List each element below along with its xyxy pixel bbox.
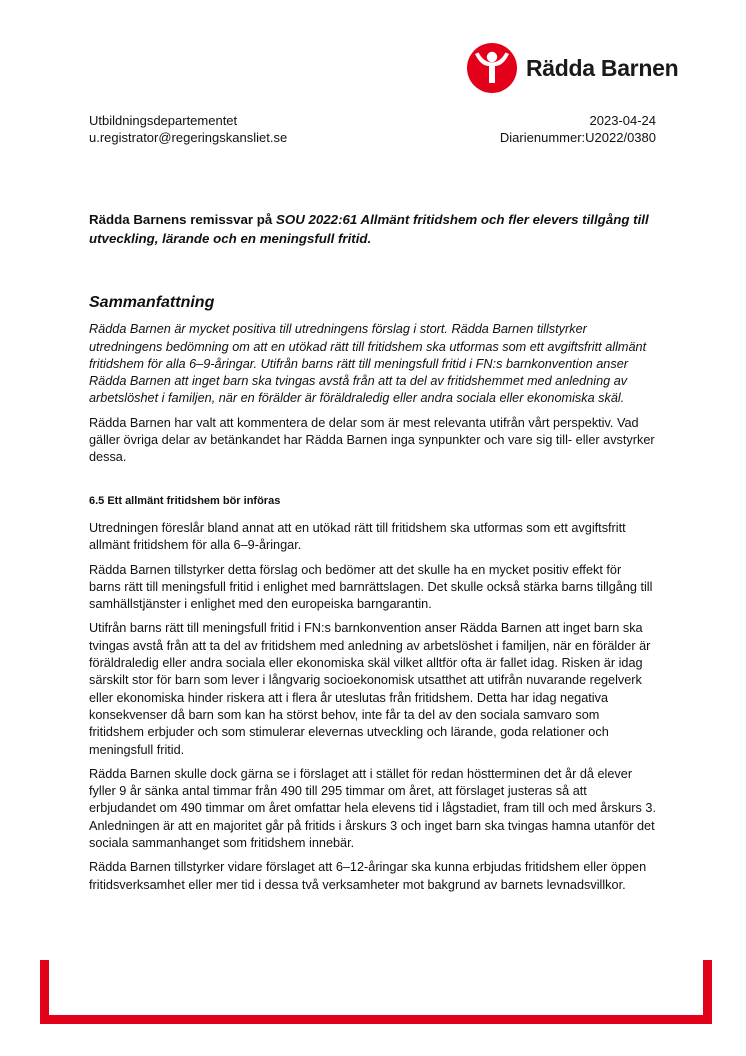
- document-meta: [500, 112, 656, 146]
- diary-number: Diarienummer:U2022/0380: [499, 130, 656, 145]
- section-paragraph: Utifrån barns rätt till meningsfull fritid i FN:s barnkonvention anser Rädda Barnen att inget barn ska tvingas avstå från att ta del av fritidshem med anledning av arbetslöshet i familjen, när en förälder är föräldraledig eller andra sociala eller ekonomiska skäl vilket alltför ofta är fallet idag. Risken är idag särskilt stor för barn som lever i långvarig socioekonomisk utsatthet att utifrån nuvarande regelverk eller ekonomiska hinder riskera att i flera år uteslutas från fritidshem. Detta har idag negativa konsekvenser då barn som kan ha störst behov, inte får ta del av den sociala samvaro som fritidshem erbjuder och som stimulerar elevernas utveckling och lärande, goda relationer och meningsfull fritid.: [89, 621, 651, 757]
- summary-heading: Sammanfattning: [89, 294, 215, 311]
- recipient-block: [89, 112, 287, 146]
- document-body: [89, 294, 656, 901]
- brand-name: Rädda Barnen: [526, 54, 679, 81]
- recipient-name: Utbildningsdepartementet: [89, 113, 238, 128]
- footer-frame-bottom-bar: [40, 1015, 712, 1024]
- title-prefix: Rädda Barnens remissvar på: [89, 212, 276, 227]
- section-paragraph: Utredningen föreslår bland annat att en utökad rätt till fritidshem ska utformas som ett avgiftsfritt allmänt fritidshem för alla 6–9-åringar.: [89, 520, 626, 553]
- summary-paragraph: Rädda Barnen är mycket positiva till utredningens förslag i stort. Rädda Barnen tillstyrker utredningens bedömning om att en utökad rätt till fritidshem ska utformas som ett avgiftsfritt allmänt fritidshem för alla 6–9-åringar. Utifrån barns rätt till meningsfull fritid i FN:s barnkonvention anser Rädda Barnen att inget barn ska tvingas avstå från att ta del av fritidshemmet med anledning av arbetslöshet i familjen, när en förälder är föräldraledig eller andra sociala eller ekonomiska skäl.: [89, 322, 647, 406]
- logo: [466, 42, 678, 94]
- document-title: [89, 210, 655, 248]
- footer-frame: [40, 960, 712, 1024]
- recipient-email: u.registrator@regeringskansliet.se: [89, 130, 288, 145]
- section-paragraph: Rädda Barnen skulle dock gärna se i förslaget att i stället för redan höstterminen det år då elever fyller 9 år sänka antal timmar från 490 till 295 timmar om året, att förslaget justeras så att erbjudandet om 490 timmar om året omfattar hela elevens tid i lågstadiet, fram till och med årskurs 3. Anledningen är att en majoritet går på fritids i årskurs 3 och inget barn ska tvingas hamna utanför det sociala sammanhanget som fritidshem innebär.: [89, 766, 656, 851]
- summary-paragraph: Rädda Barnen har valt att kommentera de delar som är mest relevanta utifrån vårt perspektiv. Vad gäller övriga delar av betänkandet har Rädda Barnen inga synpunkter och vare sig till- eller avstyrker dessa.: [89, 415, 655, 465]
- save-the-children-icon: [466, 42, 518, 94]
- section-paragraph: Rädda Barnen tillstyrker detta förslag och bedömer att det skulle ha en mycket positiv effekt för barns rätt till meningsfull fritid i enlighet med barnrättslagen. Det skulle också stärka barns tillgång till samhällstjänster i enlighet med den europeiska barngarantin.: [89, 562, 653, 612]
- document-date: 2023-04-24: [589, 113, 656, 128]
- section-heading: 6.5 Ett allmänt fritidshem bör införas: [89, 494, 281, 507]
- title-reference: SOU 2022:61 Allmänt fritidshem och fler elevers tillgång till utveckling, lärande och en meningsfull fritid.: [89, 212, 649, 246]
- section-paragraph: Rädda Barnen tillstyrker vidare förslaget att 6–12-åringar ska kunna erbjudas fritidshem eller öppen fritidsverksamhet eller mer tid i dessa två verksamheter mot bakgrund av barnets levnadsvillkor.: [89, 860, 647, 892]
